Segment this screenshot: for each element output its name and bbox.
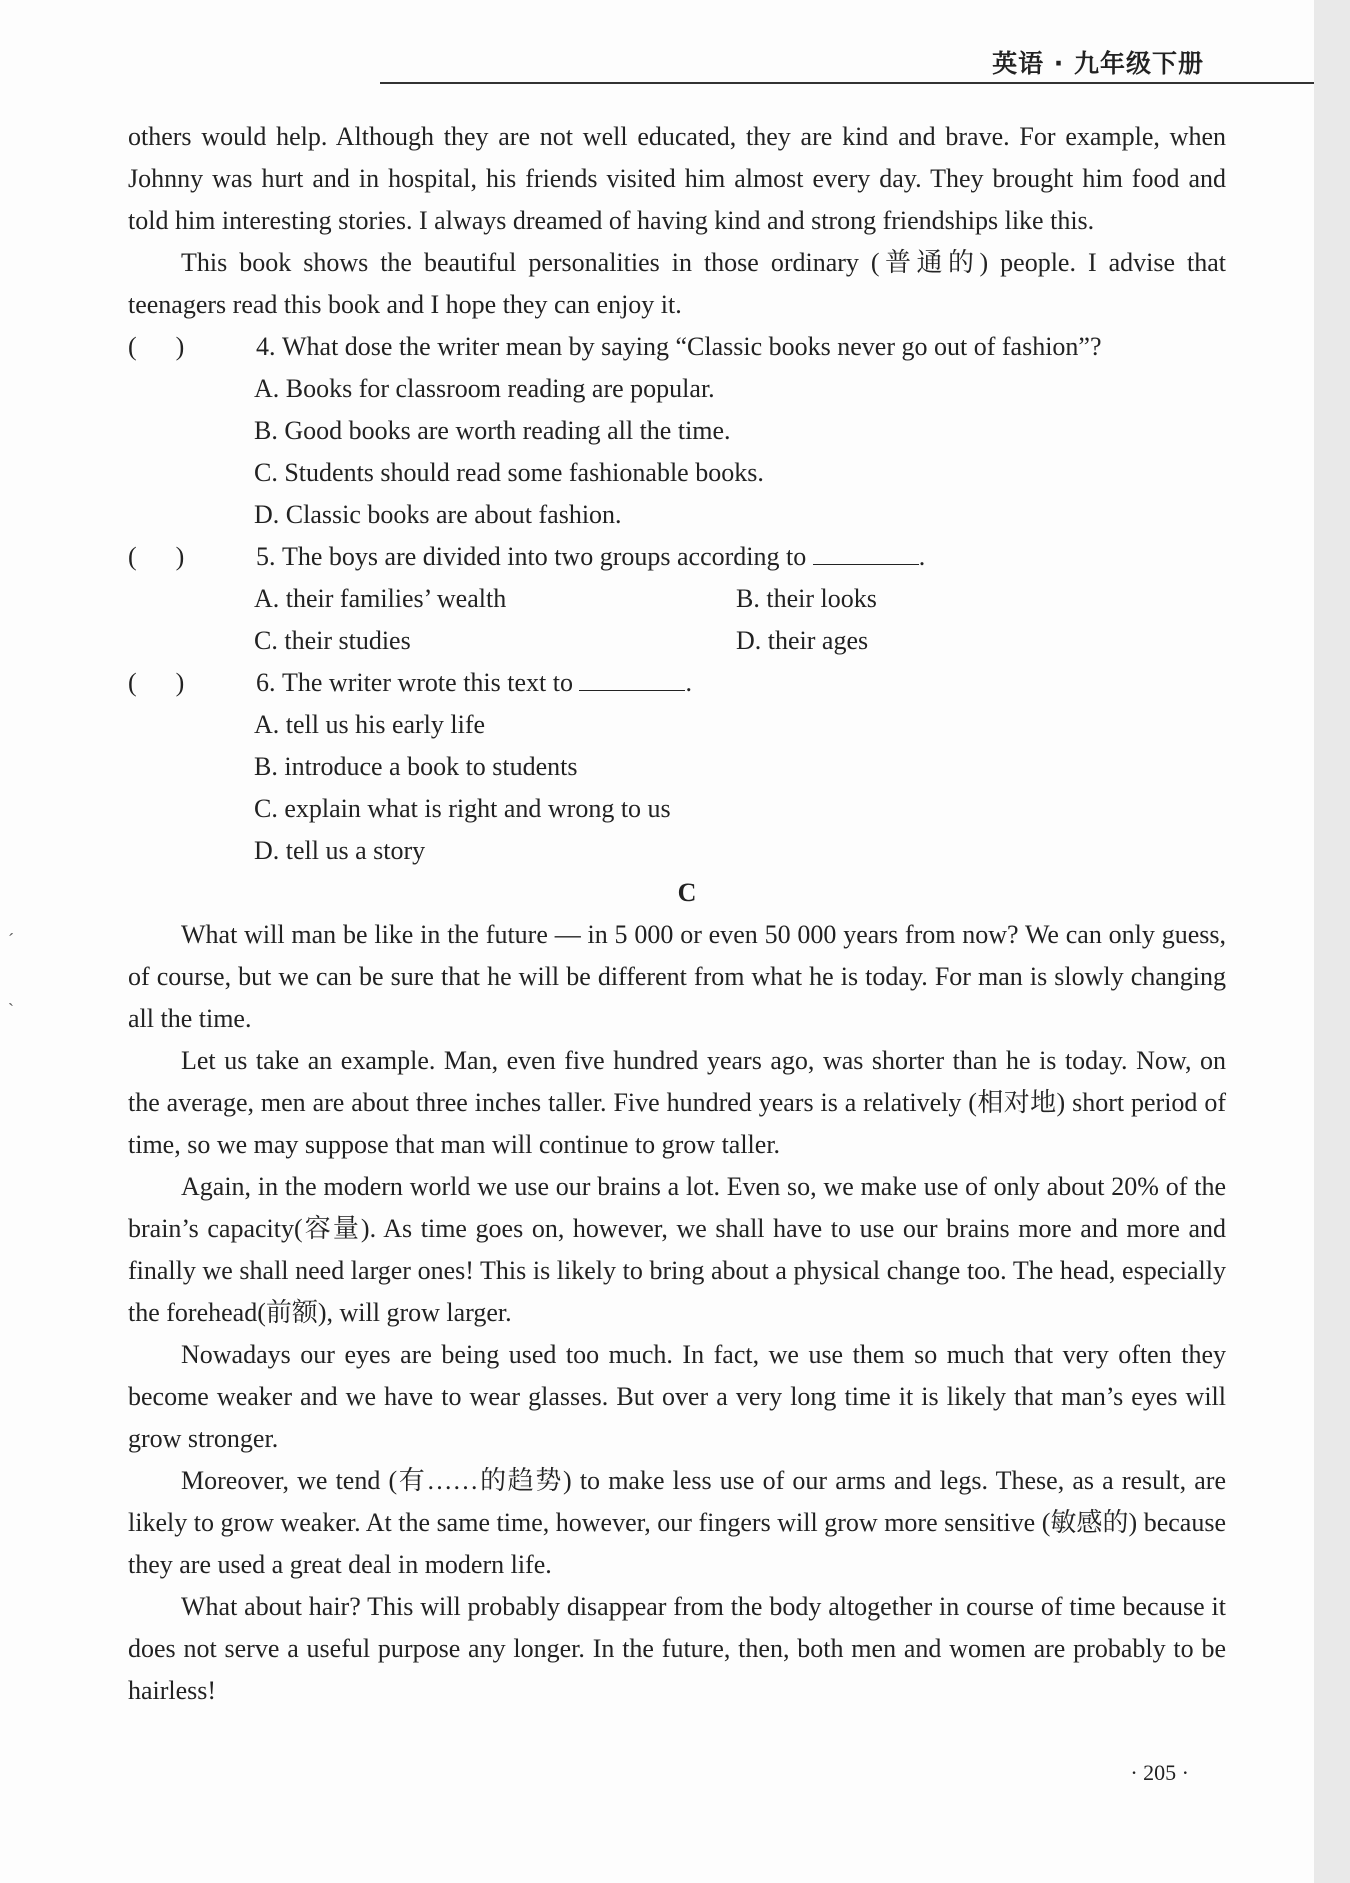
book-title: 英语 · 九年级下册	[992, 49, 1204, 78]
page-header	[0, 38, 1314, 84]
option-c: C. their studies	[254, 626, 411, 655]
option-d: D. Classic books are about fashion.	[254, 500, 622, 529]
option-d: D. their ages	[736, 626, 869, 655]
question-5-options	[128, 578, 1226, 662]
question-stem: The boys are divided into two groups according to .	[276, 536, 926, 578]
page-content	[128, 116, 1226, 1712]
passage-paragraph: Moreover, we tend (有……的趋势) to make less use of our arms and legs. These, as a result, are likely to grow weaker. At the same time, however, our fingers will grow more sensitive (敏感的) because they are used a great deal in modern life.	[128, 1466, 1226, 1579]
passage-paragraph: Again, in the modern world we use our brains a lot. Even so, we make use of only about 20% of the brain’s capacity(容量). As time goes on, however, we shall have to use our brains more and more and finally we shall need larger ones! This is likely to bring about a physical change too. The head, especially the forehead(前额), will grow larger.	[128, 1172, 1226, 1327]
passage-paragraph: Let us take an example. Man, even five hundred years ago, was shorter than he is today. Now, on the average, men are about three inches taller. Five hundred years is a relatively (相对地) short period of time, so we may suppose that man will continue to grow taller.	[128, 1046, 1226, 1159]
scan-mark: ˋ	[8, 1000, 14, 1020]
passage-paragraph: This book shows the beautiful personalities in those ordinary (普通的) people. I advise that teenagers read this book and I hope they can enjoy it.	[128, 248, 1226, 319]
answer-bracket: ( )	[128, 332, 185, 361]
passage-paragraph: Nowadays our eyes are being used too much. In fact, we use them so much that very often they become weaker and we have to wear glasses. But over a very long time it is likely that man’s eyes will grow stronger.	[128, 1340, 1226, 1453]
option-c: C. Students should read some fashionable books.	[254, 458, 764, 487]
passage-paragraph: others would help. Although they are not well educated, they are kind and brave. For example, when Johnny was hurt and in hospital, his friends visited him almost every day. They brought him food and told him interesting stories. I always dreamed of having kind and strong friendships like this.	[128, 122, 1226, 235]
question-stem: What dose the writer mean by saying “Classic books never go out of fashion”?	[282, 332, 1102, 361]
page-number: · 205 ·	[1130, 1760, 1189, 1785]
question-number: 5.	[256, 542, 276, 571]
header-rule	[380, 82, 1314, 84]
scan-mark: ˊ	[8, 930, 14, 950]
question-6-options	[128, 704, 1226, 872]
answer-blank	[579, 662, 685, 691]
option-b: B. their looks	[736, 584, 877, 613]
option-d: D. tell us a story	[254, 836, 426, 865]
question-4-options	[128, 368, 1226, 536]
option-a: A. tell us his early life	[254, 710, 486, 739]
answer-bracket: ( )	[128, 542, 185, 571]
passage-paragraph: What will man be like in the future — in 5 000 or even 50 000 years from now? We can only guess, of course, but we can be sure that he will be different from what he is today. For man is slowly changing all the time.	[128, 920, 1226, 1033]
question-stem: The writer wrote this text to .	[276, 662, 692, 704]
option-a: A. their families’ wealth	[254, 584, 507, 613]
question-5	[128, 536, 1226, 578]
answer-bracket: ( )	[128, 668, 185, 697]
section-c-title: C	[677, 878, 697, 907]
question-number: 6.	[256, 668, 276, 697]
question-number: 4.	[256, 332, 276, 361]
option-a: A. Books for classroom reading are popular.	[254, 374, 715, 403]
answer-blank	[813, 536, 919, 565]
option-c: C. explain what is right and wrong to us	[254, 794, 671, 823]
question-6	[128, 662, 1226, 704]
option-b: B. introduce a book to students	[254, 752, 578, 781]
passage-paragraph: What about hair? This will probably disappear from the body altogether in course of time because it does not serve a useful purpose any longer. In the future, then, both men and women are probably to be hairless!	[128, 1592, 1226, 1705]
option-b: B. Good books are worth reading all the time.	[254, 416, 731, 445]
question-4	[128, 326, 1226, 368]
